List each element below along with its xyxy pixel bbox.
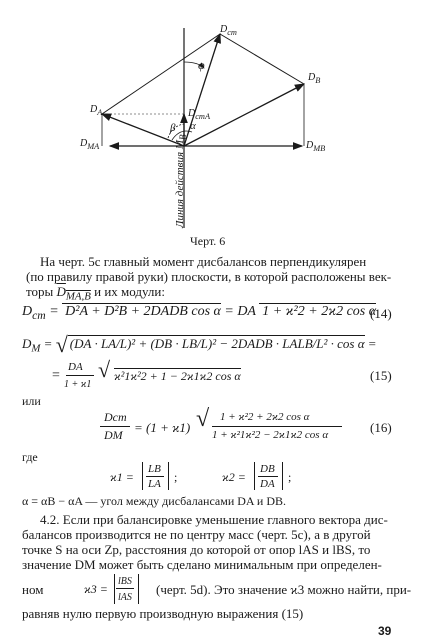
label-dsta: $D_{стA}$ <box>188 108 211 121</box>
eq-dm: $D_M$ = √ (DA · LA/L)² + (DB · LB/L)² − 2DADB · LALB/L² · cos α = <box>22 332 377 357</box>
k2-num: DB <box>260 463 275 475</box>
k3-den: lAS <box>118 592 132 603</box>
k1-den: LA <box>148 478 161 490</box>
eq15-radical: ϰ²1ϰ²2 + 1 − 2ϰ1ϰ2 cos α <box>114 369 241 383</box>
parallelogram-side-2 <box>220 34 304 84</box>
k1-lhs: ϰ1 = <box>110 470 134 484</box>
eq16-number: (16) <box>370 420 392 435</box>
eq16-bar <box>100 426 130 427</box>
eq15-frac-num: DA <box>68 361 83 373</box>
eq14-radical2: 1 + ϰ²2 + 2ϰ2 cos α <box>259 303 376 319</box>
para1-line1: На черт. 5с главный момент дисбалансов перпендикулярен <box>40 254 367 269</box>
para1-line3: торы $D_{MA,B}$ и их модули: <box>26 284 165 303</box>
para2-line4: значение DM может быть сделано минимальным при определен- <box>22 557 382 572</box>
eq16-den: DM <box>104 428 123 442</box>
eq-dm-radical: (DA · LA/L)² + (DB · LB/L)² − 2DADB · LALB/L² · cos α <box>69 336 365 351</box>
eq16-num: Dст <box>104 410 127 424</box>
para2-line2: балансов производится не по центру масс (черт. 5с), а в другой <box>22 527 371 542</box>
para2-line5 <box>22 574 432 606</box>
k3-lhs: ϰ3 = <box>84 582 108 596</box>
figure-vector-diagram <box>80 24 340 228</box>
alpha-line: α = αB − αA — угол между дисбалансами DA и DB. <box>22 494 287 508</box>
eq15-frac-bar <box>66 375 94 376</box>
para2-line1: 4.2. Если при балансировке уменьшение главного вектора дис- <box>40 512 388 527</box>
eq16: Dст DM = (1 + ϰ1) √ 1 + ϰ²2 + 2ϰ2 cos α 1 + ϰ²1ϰ²2 − 2ϰ1ϰ2 cos α <box>100 410 400 450</box>
eq14-radical: D²A + D²B + 2DADB cos α <box>62 303 221 319</box>
eq15-frac-den: 1 + ϰ1 <box>64 379 92 390</box>
eq16-rad-den: 1 + ϰ²1ϰ²2 − 2ϰ1ϰ2 cos α <box>212 429 329 441</box>
label-dst: $D_{ст}$ <box>220 24 237 37</box>
gde-word: где <box>22 450 38 464</box>
k1-num: LB <box>148 463 161 475</box>
eq16-mid: = (1 + ϰ1) <box>134 420 191 435</box>
eq14-number: (14) <box>370 306 392 321</box>
figure-caption: Черт. 6 <box>190 234 226 248</box>
eq16-rad-bar <box>212 426 342 427</box>
label-db: $D_B$ <box>308 72 321 85</box>
eq15-number: (15) <box>370 368 392 383</box>
para1-line2: (по правилу правой руки) плоскости, в которой расположены век- <box>26 269 392 284</box>
ili-word: или <box>22 394 41 408</box>
para2-line3: точке S на оси Zp, расстояния до которой от опор lAS и lBS, то <box>22 542 371 557</box>
label-beta: β <box>170 122 176 134</box>
eq14: $D_{ст} = D^2A + D^2B$ + 2DADB cos α = DA 1 + ϰ²2 + 2ϰ2 cos α <box>22 304 377 322</box>
label-alpha: α <box>190 120 196 132</box>
label-axis: Линия действия $M_В$ <box>174 134 189 228</box>
label-da: $D_A$ <box>90 104 103 117</box>
parallelogram-side-1 <box>102 34 220 114</box>
k3-num: lBS <box>118 576 132 587</box>
label-dma: $D_{MA}$ <box>80 138 100 151</box>
para2-line5-b: (черт. 5d). Это значение ϰ3 можно найти, при- <box>156 582 412 597</box>
page-number: 39 <box>378 624 392 638</box>
k2-den: DA <box>260 478 275 490</box>
label-dmb: $D_{MB}$ <box>306 140 326 153</box>
vector-label: $D_{MA,B}$ <box>56 284 91 303</box>
k2-lhs: ϰ2 = <box>222 470 246 484</box>
para2-line5-a: ном <box>22 582 44 597</box>
kappa-defs: ϰ1 = LB LA ; ϰ2 = DB DA ; <box>110 463 292 490</box>
eq15: = DA 1 + ϰ1 √ ϰ²1ϰ²2 + 1 − 2ϰ1ϰ2 cos α <box>52 357 241 390</box>
label-phi: φ <box>198 58 205 72</box>
eq16-rad-num: 1 + ϰ²2 + 2ϰ2 cos α <box>220 411 310 423</box>
vector-diagram-svg <box>80 28 340 228</box>
para2-line6: равняв нулю первую производную выражения (15) <box>22 606 304 621</box>
